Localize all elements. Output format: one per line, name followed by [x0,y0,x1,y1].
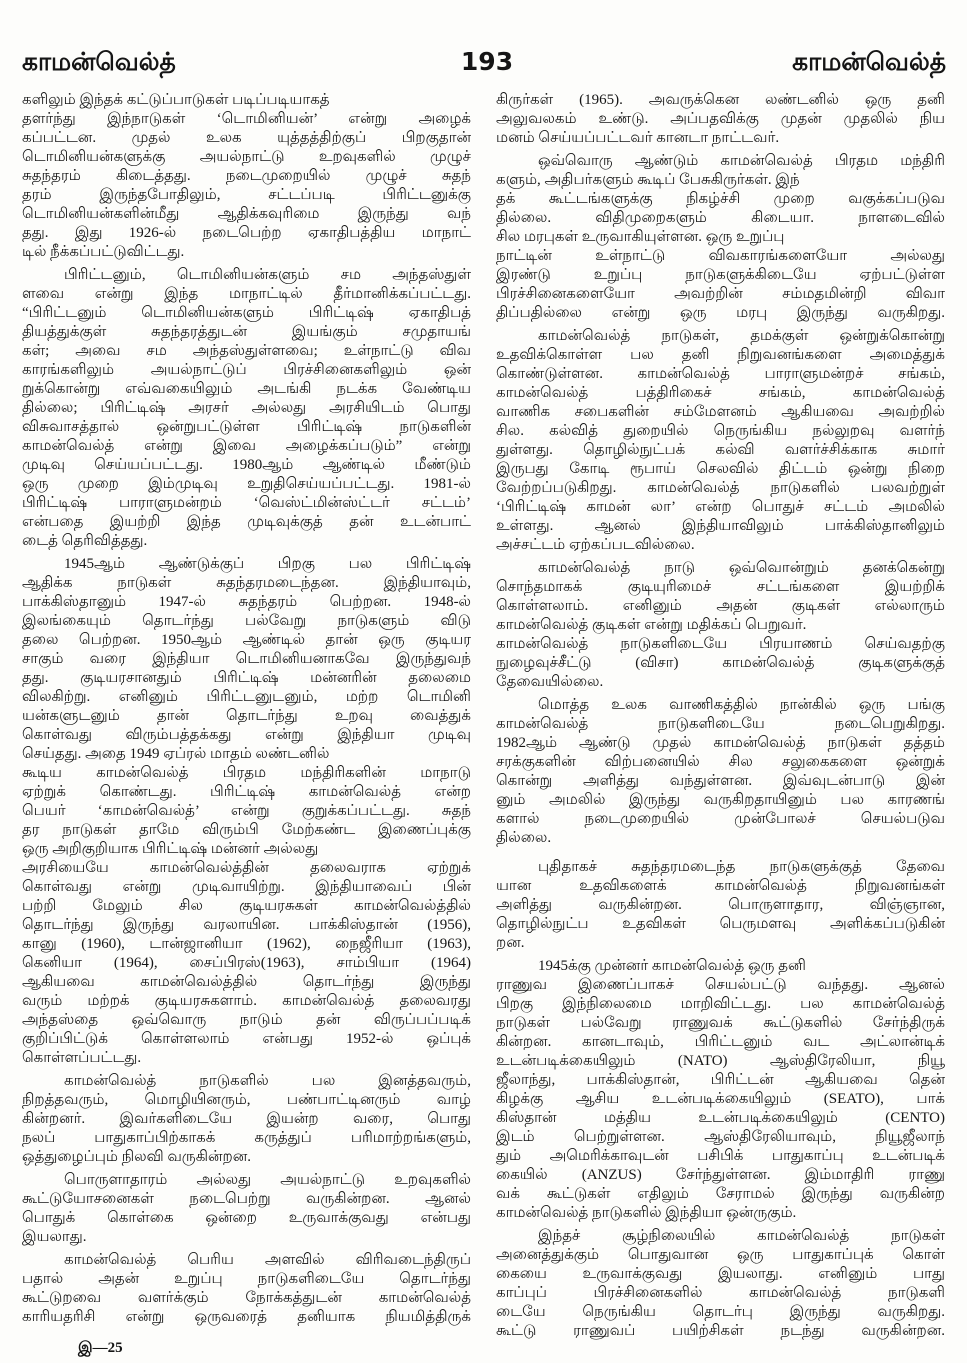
text-line [496,896,946,915]
line-text: பெயர் ‘காமன்வெல்த்’ என்று குறுக்கப்பட்டது. சுதந் [22,803,471,819]
line-text: பொருளாதாரம் அல்லது அயல்நாட்டு உறவுகளில் [64,1172,472,1188]
line-text: சில. கல்வித் துறையில் நெருங்கிய நல்லுறவு வளர்ந் [496,423,945,439]
line-text: என்பதை இயற்றி இந்த முடிவுக்குத் தன் உடன்பாட் [22,514,471,530]
line-text: ஏற்றுக் கொண்டது. பிரிட்டிஷ் காமன்வெல்த் என்ற [22,784,472,800]
line-text: சாகும் வரை இந்தியா டொமினியனாகவே இருந்துவந் [22,651,471,667]
text-line [496,734,946,753]
line-text: நிறத்தவரும், மொழியினரும், பண்பாட்டினரும் வாழ் [22,1092,472,1108]
line-text: கொன்று அளித்து வந்துள்ளன. இவ்வுடன்பாடு இன் [496,773,946,789]
line-text: தலை பெற்றன. 1950ஆம் ஆண்டில் தான் ஒரு குடியர [22,632,471,648]
line-text: கொள்ளலாம். எனினும் அதன் குடிகள் எல்லாரும் [496,598,945,614]
text-line [22,1308,472,1327]
text-line [22,513,472,532]
line-text: காமன்வெல்த் பத்திரிகைச் சங்கம், காமன்வெல்த் [496,385,945,401]
text-line [22,129,472,148]
text-line [496,365,946,384]
line-text: ‘பிரிட்டிஷ் காமன் லா’ என்ற பொதுச் சட்டம் அமலில் [496,499,945,515]
text-line [22,897,472,916]
line-text: வாணிக சபைகளின் சம்மேளனம் ஆகியவை அவற்றில் [496,404,945,420]
paragraph [22,555,472,1068]
line-text: கையில் (ANZUS) சேர்ந்துள்ளன. இம்மாதிரி ராணு [496,1167,945,1183]
text-line [496,715,946,734]
text-line [22,840,472,859]
line-text: கிஸ்தான் மத்திய உடன்படிக்கையிலும் (CENTO) [496,1110,945,1126]
text-line [22,1030,472,1049]
text-line [22,593,472,612]
text-line [496,559,946,578]
text-line [496,673,946,692]
line-text: விசுவாசத்தால் ஒன்றுபட்டுள்ள பிரிட்டிஷ் நாடுகளின் [22,419,472,435]
text-line [22,224,472,243]
text-line [496,635,946,654]
line-text: முடிவு செய்யப்பட்டது. 1980ஆம் ஆண்டில் மீண்டும் [22,457,471,473]
text-line [496,877,946,896]
text-line [496,915,946,934]
line-text: அளித்து வருகின்றன. பொருளாதார, விஞ்ஞான, [496,897,946,913]
text-line [22,1289,472,1308]
line-text: தில்லை. விதிமுறைகளும் கிடையா. நாளடைவில் [496,210,945,226]
line-text: ஒரு அறிகுறியாக பிரிட்டிஷ் மன்னர் அல்லது [22,841,319,857]
line-text: தும் அமெரிக்காவுடன் பசிபிக் பாதுகாப்பு உடன்படிக் [496,1148,945,1164]
text-line [496,285,946,304]
paragraph [496,957,946,1223]
line-text: உடன்படிக்கையிலும் (NATO) ஆஸ்திரேலியா, நியூ [496,1053,945,1069]
text-line [22,380,472,399]
text-line [22,973,472,992]
line-text: தொழில்நுட்ப உதவிகள் பெருமளவு அளிக்கப்படுகின் [496,916,945,932]
text-line [22,764,472,783]
line-text: தக் கூட்டங்களுக்கு நிகழ்ச்சி முறை வகுக்கப்படுவ [496,191,945,207]
line-text: வேற்றப்படுகிறது. காமன்வெல்த் நாடுகளில் பலவற்றுள் [496,480,945,496]
line-text: இந்தச் சூழ்நிலையில் காமன்வெல்த் நாடுகள் [538,1228,945,1244]
line-text: ராணுவ இணைப்பாகச் செயல்பட்டு வந்தது. ஆனல் [496,977,945,993]
line-text: 1945க்கு முன்னர் காமன்வெல்த் ஒரு தனி [538,958,806,974]
text-line [496,858,946,877]
line-text: கையை உருவாக்குவது இயலாது. எனினும் பாது [496,1266,946,1282]
line-text: அந்தஸ்தை ஒவ்வொரு நாடும் தன் விருப்பப்படிக் [22,1012,471,1028]
line-text: தளர்ந்து இந்நாடுகள் ‘டொமினியன்’ என்று அழைக் [22,111,472,127]
line-text: வரும் மற்றக் குடியரசுகளாம். காமன்வெல்த் தலைவரது [22,993,472,1009]
text-line [496,346,946,365]
text-line [496,327,946,346]
text-line [496,479,946,498]
line-text: கொண்டுள்ளன. காமன்வெல்த் பாராளுமன்றச் சங்கம், [496,366,945,382]
text-line [22,1049,472,1068]
line-text: திப்பதில்லை என்று ஒரு மரபு இருந்து வருகிறது. [496,305,945,321]
text-line [496,1033,946,1052]
line-text: நலப் பாதுகாப்பிற்காகக் கருத்துப் பரிமாற்றங்களும், [22,1130,472,1146]
text-line [22,555,472,574]
text-line [496,266,946,285]
line-text: பிரச்சினைகளையோ அவற்றின் சம்மதமின்றி விவா [496,286,945,302]
text-line [22,1209,472,1228]
text-line [496,171,946,190]
text-line [496,934,946,953]
line-text: தது. இது 1926-ல் நடைபெற்ற ஏகாதிபத்திய மாநாட் [22,225,471,241]
text-line [22,1228,472,1247]
text-line [496,152,946,171]
paragraph [22,1251,472,1327]
line-text: 1982ஆம் ஆண்டு முதல் காமன்வெல்த் நாடுகள் தத்தம் [496,735,945,751]
paragraph [496,559,946,692]
text-line [22,148,472,167]
text-line [22,243,472,262]
text-line [496,1014,946,1033]
text-line [22,669,472,688]
line-text: தில்லை. [496,830,552,846]
paragraph [496,696,946,848]
text-line [22,916,472,935]
line-text: பிரிட்டிஷ் பாராளுமன்றம் ‘வெஸ்ட்மின்ஸ்ட்டர் சட்டம்’ [22,495,471,511]
paragraph [496,152,946,323]
paragraph [22,1171,472,1247]
paragraph [22,266,472,551]
text-line [22,878,472,897]
line-text: மொத்த உலக வாணிகத்தில் நான்கில் ஒரு பங்கு [538,697,945,713]
line-text: காமன்வெல்த் பெரிய அளவில் விரிவடைந்திருப் [64,1252,471,1268]
line-text: காமன்வெல்த் என்று இவை அழைக்கப்படும்” என்று [22,438,471,454]
line-text: குறிப்பிட்டுக் கொள்ளலாம் என்பது 1952-ல் ஒப்புக் [22,1031,472,1047]
text-line [496,91,946,110]
text-line [496,1071,946,1090]
text-line [22,859,472,878]
text-line [22,167,472,186]
line-text: காமன்வெல்த் நாடு ஒவ்வொன்றும் தனக்கென்று [538,560,946,576]
text-line [496,654,946,673]
text-line [496,1204,946,1223]
line-text: கூட்டு ராணுவப் பயிற்சிகள் நடந்து வருகின்றன. [496,1323,946,1339]
text-line [22,745,472,764]
text-line [496,597,946,616]
line-text: காமன்வெல்த் நாடுகளில் பல இனத்தவரும், [64,1073,471,1089]
line-text: தது. குடியரசானதும் பிரிட்டிஷ் மன்னரின் தலைமை [22,670,471,686]
text-line [22,783,472,802]
text-line [496,129,946,148]
line-text: காமன்வெல்த் குடிகள் என்று மதிக்கப் பெறுவர். [496,617,807,633]
text-line [22,437,472,456]
line-text: தேவையில்லை. [496,674,604,690]
line-text: புதிதாகச் சுதந்தரமடைந்த நாடுகளுக்குத் தேவை [538,859,945,875]
line-text: கெனியா (1964), சைப்பிரஸ்(1963), சாம்பியா (1964) [22,955,471,971]
line-text: சுதந்தரம் கிடைத்தது. நடைமுறையில் முழுச் சுதந் [22,168,472,184]
paragraph [496,327,946,555]
line-text: டைத் தெரிவித்தது. [22,533,148,549]
line-text: நாடுகள் பல்வேறு ராணுவக் கூட்டுகளில் சேர்ந்திருக் [496,1015,946,1031]
line-text: கிருர்கள் (1965). அவருக்கென லண்டனில் ஒரு தனி [496,92,945,108]
line-text: அனைத்துக்கும் பொதுவான ஒரு பாதுகாப்புக் கொள் [496,1247,945,1263]
text-line [496,1109,946,1128]
line-text: கின்றன. கானடாவும், பிரிட்டனும் வட அட்லான்டிக் [496,1034,946,1050]
text-line [496,460,946,479]
line-text: உள்ளது. ஆனல் இந்தியாவிலும் பாக்கிஸ்தானிலும் [496,518,945,534]
text-line [496,1284,946,1303]
line-text: பிரிட்டனும், டொமினியன்களும் சம அந்தஸ்துள் [64,267,471,283]
line-text: பொதுக் கொள்கை ஒன்றை உருவாக்குவது என்பது [22,1210,471,1226]
text-line [496,110,946,129]
text-line [496,791,946,810]
right-column [496,91,946,1341]
text-line [496,517,946,536]
text-line [22,361,472,380]
line-text: இயலாது. [22,1229,87,1245]
line-text: துள்ளது. தொழில்நுட்பக் கல்வி வளர்ச்சிக்காக சுமார் [496,442,945,458]
text-line [22,1011,472,1030]
text-line [22,935,472,954]
line-text: கூட்டுறவை வளர்க்கும் நோக்கத்துடன் காமன்வெல்த் [22,1290,471,1306]
line-text: இரண்டு உறுப்பு நாடுகளுக்கிடையே ஏற்பட்டுள்ள [496,267,945,283]
text-line [496,753,946,772]
line-text: அலுவலகம் உண்டு. அப்பதவிக்கு முதன் முதலில் நிய [496,111,946,127]
line-text: கின்றனர். இவர்களிடையே இயன்ற வரை, பொது [22,1111,471,1127]
line-text: றன. [496,935,525,951]
line-text: ஆதிக்க நாடுகள் சுதந்தரமடைந்தன. இந்தியாவும், [22,575,471,591]
line-text: டொமினியன்களுக்கு அயல்நாட்டு உறவுகளில் முழுச் [22,149,471,165]
text-line [22,532,472,551]
text-line [496,209,946,228]
line-text: “பிரிட்டனும் டொமினியன்களும் பிரிட்டிஷ் ஏகாதிபத் [22,305,471,321]
line-text: காப்புப் பிரச்சினைகளில் காமன்வெல்த் நாடுகளி [496,1285,945,1301]
text-line [496,304,946,323]
text-line [22,1270,472,1289]
text-line [496,1185,946,1204]
line-text: சரக்குகளின் விற்பனையில் சில சலுகைகளை ஒன்றுக் [496,754,945,770]
line-text: றுக்கொன்று எவ்வகையிலும் அடங்கி நடக்க வேண்டிய [22,381,471,397]
line-text: நாட்டின் உள்நாட்டு விவகாரங்களையோ அல்லது [496,248,946,264]
line-text: ஒத்துழைப்பும் நிலவி வருகின்றன. [22,1149,252,1165]
text-line [496,190,946,209]
text-line [496,384,946,403]
text-line [496,247,946,266]
text-line [496,957,946,976]
line-text: களால் நடைமுறையில் முன்போலச் செயல்படுவ [496,811,946,827]
text-line [22,1251,472,1270]
line-text: செய்தது. அதை 1949 ஏப்ரல் மாதம் லண்டனில் [22,746,330,762]
paragraph [496,1227,946,1341]
line-text: தியத்துக்குள் சுதந்தரத்துடன் இயங்கும் சமுதாயங் [22,324,471,340]
text-line [22,574,472,593]
paragraph [22,1072,472,1167]
right-running-title: காமன்வெல்த் [792,47,946,76]
page-number: 193 [460,47,514,76]
text-line [22,91,472,110]
text-line [496,228,946,247]
line-text: டில் நீக்கப்பட்டுவிட்டது. [22,244,185,260]
line-text: கானு (1960), டான்ஜானியா (1962), நைஜீரியா (1963), [22,936,472,952]
text-line [22,650,472,669]
line-text: யன்களுடனும் தான் தொடர்ந்து உறவு வைத்துக் [22,708,471,724]
text-line [22,399,472,418]
line-text: வக் கூட்டுகள் எதிலும் சேராமல் இருந்து வருகின்ற [496,1186,946,1202]
line-text: னும் அமலில் இருந்து வருகிறதாயினும் பல காரணங் [496,792,945,808]
line-text: காரியதரிசி என்று ஒருவரைத் தனியாக நியமித்திருக் [22,1309,471,1325]
text-line [22,631,472,650]
text-line [22,954,472,973]
line-text: உதவிக்கொள்ள பல தனி நிறுவனங்களை அமைத்துக் [496,347,945,363]
text-line [496,441,946,460]
text-line [496,995,946,1014]
line-text: ஒவ்வொரு ஆண்டும் காமன்வெல்த் பிரதம மந்திரி [538,153,945,169]
left-running-title: காமன்வெல்த் [22,47,176,76]
text-line [22,494,472,513]
line-text: அரசியையே காமன்வெல்த்தின் தலைவராக ஏற்றுக் [22,860,471,876]
text-line [22,1148,472,1167]
line-text: காமன்வெல்த் நாடுகளிடையே நடைபெறுகிறது. [496,716,945,732]
line-text: டையே நெருங்கிய தொடர்பு இருந்து வருகிறது. [496,1304,945,1320]
paragraph [496,858,946,953]
line-text: மனம் செய்யப்பட்டவர் கானடா நாட்டவர். [496,130,780,146]
line-text: இலங்கையும் தொடர்ந்து பல்வேறு நாடுகளும் விடு [22,613,471,629]
text-line [496,422,946,441]
text-line [22,475,472,494]
text-line [22,456,472,475]
line-text: 1945ஆம் ஆண்டுக்குப் பிறகு பல பிரிட்டிஷ் [64,556,472,572]
text-line [22,992,472,1011]
text-line [496,829,946,848]
text-line [22,304,472,323]
line-text: பாக்கிஸ்தானும் 1947-ல் சுதந்தரம் பெற்றன. 1948-ல் [22,594,472,610]
line-text: டொமினியன்களின்மீது ஆதிக்கவுரிமை இருந்து வந் [22,206,471,222]
text-line [22,418,472,437]
line-text: காமன்வெல்த் நாடுகளில் இந்தியா ஒன்ருகும். [496,1205,797,1221]
line-text: தர நாடுகள் தாமே விரும்பி மேற்கண்ட இணைப்புக்கு [22,822,471,838]
line-text: காரங்களிலும் அயல்நாட்டுப் பிரச்சினைகளிலும் ஒன் [22,362,472,378]
line-text: கொள்வது விரும்பத்தக்கது என்று இந்தியா முடிவு [22,727,472,743]
text-line [496,1147,946,1166]
line-text: ஒரு முறை இம்முடிவு உறுதிசெய்யப்பட்டது. 1981-ல் [22,476,472,492]
text-line [496,810,946,829]
text-line [496,1246,946,1265]
text-line [22,1171,472,1190]
line-text: யான உதவிகளைக் காமன்வெல்த் நிறுவனங்கள் [496,878,945,894]
line-text: ஜீலாந்து, பாக்கிஸ்தான், பிரிட்டன் ஆகியவை தென் [496,1072,945,1088]
paragraph [22,91,472,262]
line-text: தில்லை; பிரிட்டிஷ் அரசர் அல்லது அரசியிடம் பொது [22,400,471,416]
text-line [496,1322,946,1341]
text-line [496,1265,946,1284]
text-line [22,821,472,840]
text-line [496,772,946,791]
text-line [22,205,472,224]
line-text: கூட்டுயோசனைகள் நடைபெற்று வருகின்றன. ஆனல் [22,1191,472,1207]
text-line [22,110,472,129]
text-line [22,186,472,205]
line-text: இடம் பெற்றுள்ளன. ஆஸ்திரேலியாவும், நியூஜீலாந் [496,1129,945,1145]
line-text: கிழக்கு ஆசிய உடன்படிக்கையிலும் (SEATO), பாக் [496,1091,946,1107]
text-line [496,616,946,635]
text-line [22,802,472,821]
text-line [496,1090,946,1109]
text-line [496,498,946,517]
line-text: காமன்வெல்த் நாடுகளிடையே பிரயாணம் செய்வதற்கு [496,636,945,652]
text-line [22,1110,472,1129]
text-line [22,266,472,285]
text-line [496,1166,946,1185]
line-text: கள்; அவை சம அந்தஸ்துள்ளவை; உள்நாட்டு விவ [22,343,472,359]
line-text: அச்சட்டம் ஏற்கப்படவில்லை. [496,537,695,553]
line-text: தரம் இருந்தபோதிலும், சட்டப்படி பிரிட்டனுக்கு [22,187,472,203]
line-text: களிலும் இந்தக் கட்டுப்பாடுகள் படிப்படியாகத் [22,92,330,108]
text-line [22,1091,472,1110]
text-line [496,578,946,597]
line-text: சில மரபுகள் உருவாகியுள்ளன. ஒரு உறுப்பு [496,229,785,245]
line-text: விலகிற்று. எனினும் பிரிட்டனுடனும், மற்ற டொமினி [22,689,471,705]
line-text: ளவை என்று இந்த மாநாட்டில் தீர்மானிக்கப்பட்டது. [22,286,472,302]
text-line [496,696,946,715]
line-text: பதால் அதன் உறுப்பு நாடுகளிடையே தொடர்ந்து [22,1271,471,1287]
line-text: சொந்தமாகக் குடியுரிமைச் சட்டங்களை இயற்றிக் [496,579,945,595]
text-line [496,976,946,995]
line-text: கூடிய காமன்வெல்த் பிரதம மந்திரிகளின் மாநாடு [22,765,471,781]
line-text: காமன்வெல்த் நாடுகள், தமக்குள் ஒன்றுக்கொன்று [538,328,945,344]
line-text: நுழைவுச்சீட்டு (விசா) காமன்வெல்த் குடிகளுக்குத் [496,655,945,671]
text-line [22,726,472,745]
line-text: பிறகு இந்நிலைமை மாறிவிட்டது. பல காமன்வெல்த் [496,996,945,1012]
footer-signature-mark: இ—25 [78,1340,123,1356]
line-text: பற்றி மேலும் சில குடியரசுகள் காமன்வெல்த்தில் [22,898,471,914]
text-line [22,707,472,726]
line-text: ஆகியவை காமன்வெல்த்தில் தொடர்ந்து இருந்து [22,974,471,990]
line-text: இருபது கோடி ரூபாய் செலவில் திட்டம் ஒன்று நிறை [496,461,945,477]
text-line [496,1128,946,1147]
line-text: கப்பட்டன. முதல் உலக யுத்தத்திற்குப் பிறகுதான் [22,130,471,146]
text-line [496,403,946,422]
text-line [22,612,472,631]
text-line [22,688,472,707]
text-line [496,1227,946,1246]
text-line [22,1072,472,1091]
line-text: தொடர்ந்து இருந்து வரலாயின. பாக்கிஸ்தான் (1956), [22,917,471,933]
line-text: கொள்ளப்பட்டது. [22,1050,142,1066]
text-line [22,1129,472,1148]
paragraph [496,91,946,148]
line-text: கொள்வது என்று முடிவாயிற்று. இந்தியாவைப் பின் [22,879,471,895]
text-line [22,285,472,304]
text-line [496,1303,946,1322]
line-text: களும், அதிபர்களும் கூடிப் பேசுகிருர்கள். இந் [496,172,800,188]
text-line [22,1190,472,1209]
text-line [496,536,946,555]
text-line [22,323,472,342]
left-column [22,91,472,1327]
text-line [496,1052,946,1071]
text-line [22,342,472,361]
